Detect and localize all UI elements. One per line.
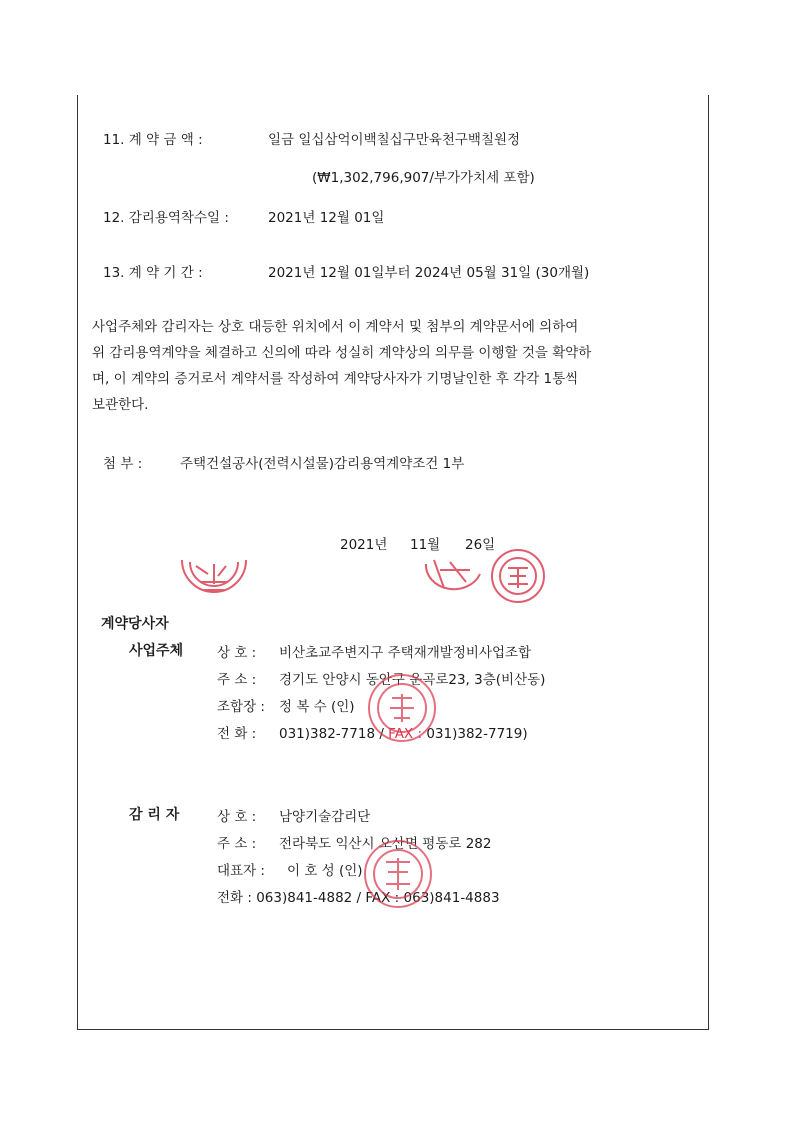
supervisor-address: 전라북도 익산시 오산면 평동로 282 xyxy=(279,836,492,852)
paragraph-line-3: 며, 이 계약의 증거로서 계약서를 작성하여 계약당사자가 기명날인한 후 각각 1통씩 xyxy=(92,371,579,387)
date-day: 26일 xyxy=(465,537,496,553)
supervisor-rep-label: 대표자 : xyxy=(217,863,265,879)
owner-head: 정 복 수 (인) xyxy=(279,699,355,715)
paragraph-line-1: 사업주체와 감리자는 상호 대등한 위치에서 이 계약서 및 첨부의 계약문서에 의하여 xyxy=(92,319,579,335)
owner-phone-label: 전 화 : xyxy=(217,726,257,742)
amount-numeric: (₩1,302,796,907/부가가치세 포함) xyxy=(312,170,535,186)
owner-label: 사업주체 xyxy=(129,643,184,659)
supervisor-name: 남양기술감리단 xyxy=(279,809,371,825)
start-label: 12. 감리용역착수일 : xyxy=(103,210,229,226)
attachment-label: 첨 부 : xyxy=(103,456,143,472)
parties-title: 계약당사자 xyxy=(101,616,169,632)
start-value: 2021년 12월 01일 xyxy=(268,210,385,226)
attachment-value: 주택건설공사(전력시설물)감리용역계약조건 1부 xyxy=(180,456,465,472)
owner-fax-label: FAX : xyxy=(388,726,423,742)
amount-label: 11. 계 약 금 액 : xyxy=(103,132,203,148)
owner-name-label: 상 호 : xyxy=(217,645,257,661)
supervisor-rep: 이 호 성 (인) xyxy=(287,863,363,879)
supervisor-seal xyxy=(362,838,434,910)
supervisor-contact: 전화 : 063)841-4882 / FAX : 063)841-4883 xyxy=(217,890,500,906)
seal-impression-right xyxy=(420,548,550,606)
period-value: 2021년 12월 01일부터 2024년 05월 31일 (30개월) xyxy=(268,265,590,281)
supervisor-label: 감 리 자 xyxy=(129,807,180,823)
owner-phone: 031)382-7718 / xyxy=(279,726,389,742)
supervisor-address-label: 주 소 : xyxy=(217,836,257,852)
owner-seal xyxy=(366,672,438,744)
paragraph-line-2: 위 감리용역계약을 체결하고 신의에 따라 성실히 계약상의 의무를 이행할 것을 확약하 xyxy=(92,345,592,361)
period-label: 13. 계 약 기 간 : xyxy=(103,265,203,281)
owner-head-label: 조합장 : xyxy=(217,699,265,715)
amount-value: 일금 일십삼억이백칠십구만육천구백칠원정 xyxy=(268,132,521,148)
seal-impression-left xyxy=(178,548,250,604)
owner-address: 경기도 안양시 동안구 운곡로23, 3층(비산동) xyxy=(279,672,546,688)
owner-name: 비산초교주변지구 주택재개발정비사업조합 xyxy=(279,645,532,661)
owner-address-label: 주 소 : xyxy=(217,672,257,688)
supervisor-name-label: 상 호 : xyxy=(217,809,257,825)
paragraph-line-4: 보관한다. xyxy=(92,397,149,413)
date-year: 2021년 xyxy=(340,537,388,553)
date-month: 11월 xyxy=(410,537,441,553)
owner-fax: 031)382-7719) xyxy=(422,726,528,742)
